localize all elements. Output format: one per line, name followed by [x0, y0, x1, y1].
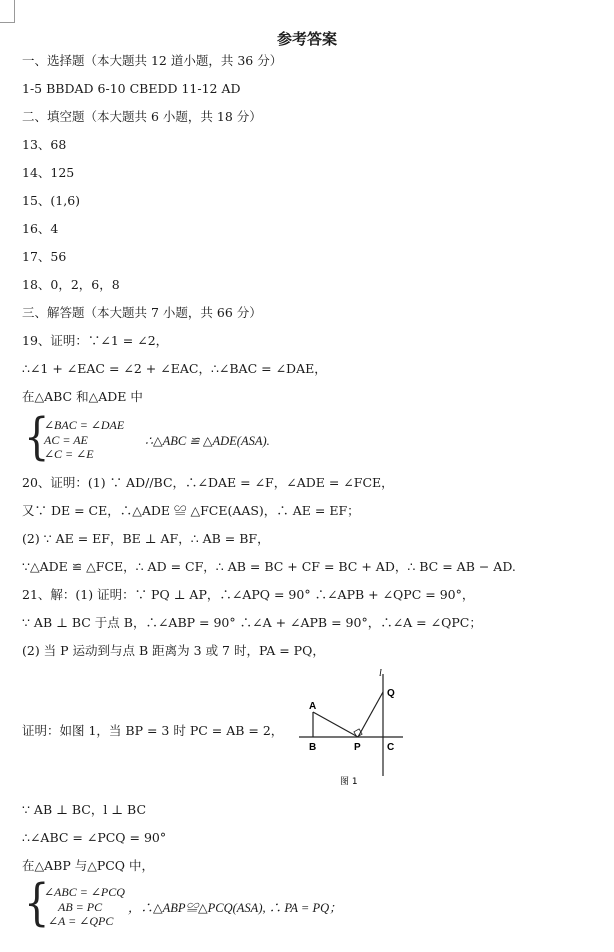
- q19-conclusion: ∴△ABC ≌ △ADE(ASA).: [145, 434, 270, 448]
- q19-system: ∠BAC = ∠DAE AC = AE ∠C = ∠E: [44, 418, 125, 461]
- fill-answer-15: 15、(1,6): [22, 193, 81, 208]
- fill-answer-16: 16、4: [22, 221, 59, 236]
- fill-answer-17: 17、56: [22, 249, 67, 264]
- q21-line-7: 在△ABP 与△PCQ 中，: [22, 858, 155, 873]
- page-corner-mark: [0, 0, 15, 23]
- q21-line-6: ∴∠ABC = ∠PCQ = 90°: [22, 830, 167, 845]
- q20-line-2: 又∵ DE = CE，∴△ADE ≌ △FCE(AAS)，∴ AE = EF；: [22, 503, 360, 518]
- section-1-heading: 一、选择题（本大题共 12 道小题，共 36 分）: [22, 53, 283, 68]
- q20-line-4: ∵△ADE ≌ △FCE，∴ AD = CF，∴ AB = BC + CF = BC + AD，∴ BC = AB − AD.: [22, 559, 516, 574]
- q19-line-2: ∴∠1 + ∠EAC = ∠2 + ∠EAC，∴∠BAC = ∠DAE，: [22, 361, 327, 376]
- fill-answer-18: 18、0，2，6，8: [22, 277, 120, 292]
- q21-conclusion: ，∴△ABP≌△PCQ(ASA), ∴ PA = PQ；: [128, 901, 342, 915]
- label-b: B: [309, 742, 317, 753]
- section-2-heading: 二、填空题（本大题共 6 小题，共 18 分）: [22, 109, 262, 124]
- label-c: C: [387, 742, 395, 753]
- figure-caption: 图 1: [340, 777, 358, 787]
- q21-line-5: ∵ AB ⊥ BC，l ⊥ BC: [22, 802, 147, 817]
- figure-1: [295, 664, 420, 789]
- label-q: Q: [387, 688, 395, 699]
- fill-answer-13: 13、68: [22, 137, 67, 152]
- label-p: P: [354, 742, 361, 753]
- section-3-heading: 三、解答题（本大题共 7 小题，共 66 分）: [22, 305, 262, 320]
- fill-answer-14: 14、125: [22, 165, 75, 180]
- label-l: l: [379, 668, 382, 679]
- label-a: A: [309, 701, 317, 712]
- q21-brace: {: [24, 874, 50, 932]
- page-title: 参考答案: [276, 30, 337, 48]
- q21-line-4: 证明：如图 1，当 BP = 3 时 PC = AB = 2，: [22, 723, 284, 738]
- q21-line-3: (2) 当 P 运动到与点 B 距离为 3 或 7 时，PA = PQ，: [22, 643, 325, 658]
- q19-line-1: 19、证明：∵∠1 = ∠2，: [22, 333, 169, 348]
- q21-line-2: ∵ AB ⊥ BC 于点 B，∴∠ABP = 90° ∴∠A + ∠APB = 90°，∴∠A = ∠QPC；: [22, 615, 482, 630]
- q21-line-1: 21、解：(1) 证明：∵ PQ ⊥ AP，∴∠APQ = 90° ∴∠APB + ∠QPC = 90°，: [22, 587, 475, 602]
- segment-pq: [358, 692, 383, 737]
- q20-line-3: (2) ∵ AE = EF，BE ⊥ AF，∴ AB = BF，: [22, 531, 270, 546]
- choice-answers: 1-5 BBDAD 6-10 CBEDD 11-12 AD: [22, 81, 241, 96]
- q19-line-3: 在△ABC 和△ADE 中: [22, 389, 143, 404]
- segment-ap: [313, 712, 358, 737]
- q21-system: ∠ABC = ∠PCQ AB = PC ∠A = ∠QPC: [44, 885, 125, 928]
- q20-line-1: 20、证明：(1) ∵ AD//BC，∴∠DAE = ∠F，∠ADE = ∠FCE，: [22, 475, 394, 490]
- q19-brace: {: [24, 408, 50, 466]
